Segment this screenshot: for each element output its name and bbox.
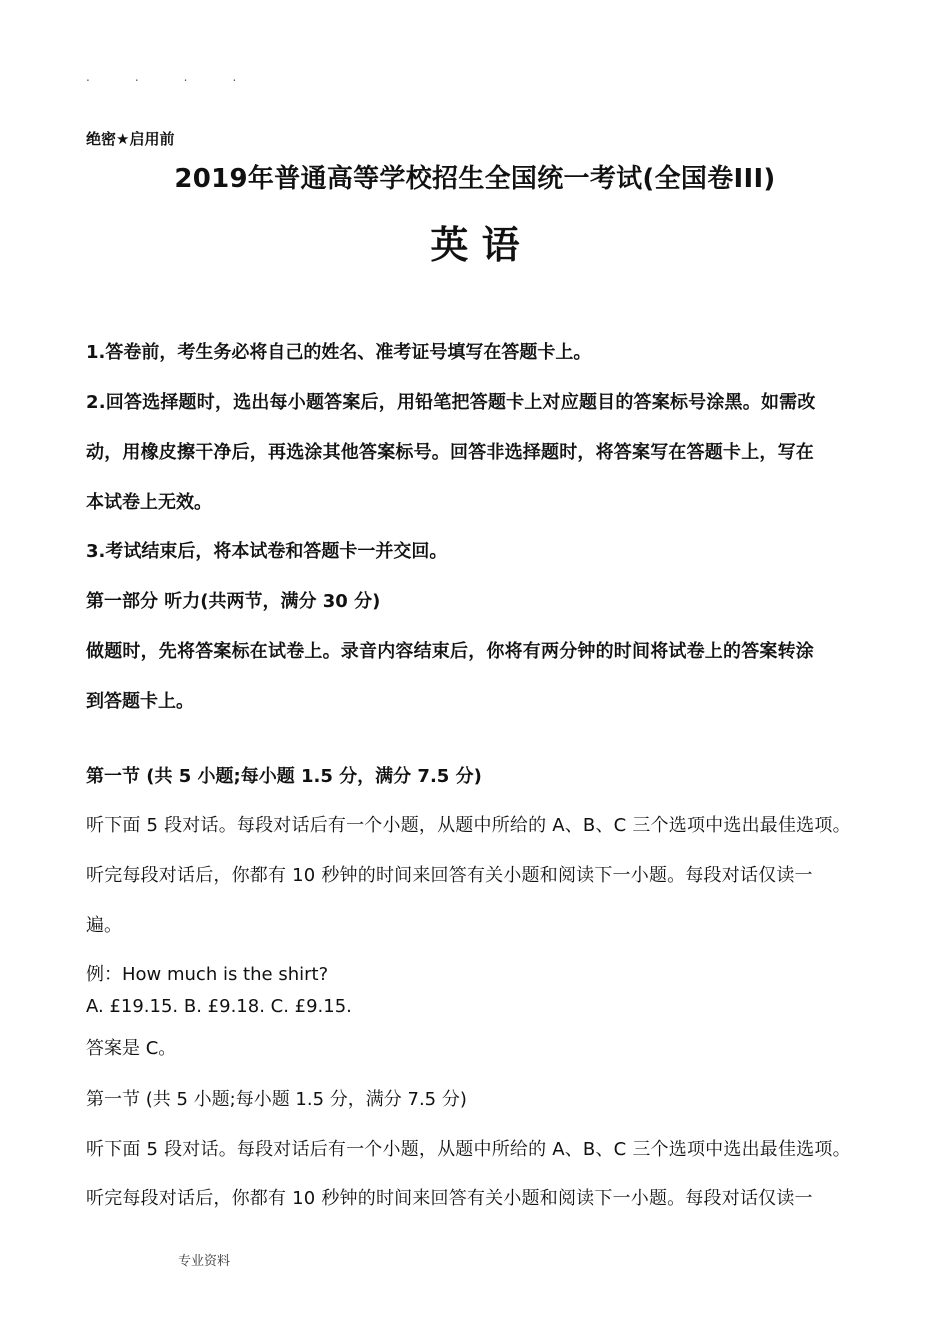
confidential-label: 绝密★启用前 (86, 130, 175, 148)
example-answer: 答案是 C。 (86, 1038, 177, 1059)
part1-note-line-1: 做题时，先将答案标在试卷上。录音内容结束后，你将有两分钟的时间将试卷上的答案转涂 (86, 641, 814, 662)
example-question: 例：How much is the shirt? (86, 964, 329, 985)
dot: . (183, 70, 188, 84)
section1-heading: 第一节 (共 5 小题;每小题 1.5 分，满分 7.5 分) (86, 766, 482, 787)
dot: . (232, 70, 237, 84)
instruction-2-line-2: 动，用橡皮擦干净后，再选涂其他答案标号。回答非选择题时，将答案写在答题卡上，写在 (86, 442, 814, 463)
instruction-2-line-1: 2.回答选择题时，选出每小题答案后，用铅笔把答题卡上对应题目的答案标号涂黑。如需改 (86, 392, 816, 413)
header-dots (86, 70, 281, 84)
directions-line-1: 听下面 5 段对话。每段对话后有一个小题，从题中所给的 A、B、C 三个选项中选出最佳选项。 (86, 815, 851, 836)
example-options: A. £19.15. B. £9.18. C. £9.15. (86, 996, 352, 1017)
section1-heading-repeat: 第一节 (共 5 小题;每小题 1.5 分，满分 7.5 分) (86, 1089, 467, 1110)
exam-title: 2019年普通高等学校招生全国统一考试(全国卷III) (174, 164, 776, 194)
instruction-2-line-3: 本试卷上无效。 (86, 492, 212, 513)
directions-line-3: 遍。 (86, 915, 122, 936)
instruction-1: 1.答卷前，考生务必将自己的姓名、准考证号填写在答题卡上。 (86, 342, 592, 363)
directions-repeat-line-1: 听下面 5 段对话。每段对话后有一个小题，从题中所给的 A、B、C 三个选项中选出最佳选项。 (86, 1139, 851, 1160)
directions-repeat-line-2: 听完每段对话后，你都有 10 秒钟的时间来回答有关小题和阅读下一小题。每段对话仅读一 (86, 1188, 813, 1209)
subject-title: 英 语 (430, 223, 520, 267)
dot: . (134, 70, 139, 84)
part1-note-line-2: 到答题卡上。 (86, 691, 194, 712)
part1-heading: 第一部分 听力(共两节，满分 30 分) (86, 591, 381, 612)
instruction-3: 3.考试结束后，将本试卷和答题卡一并交回。 (86, 541, 448, 562)
dot: . (86, 70, 90, 84)
directions-line-2: 听完每段对话后，你都有 10 秒钟的时间来回答有关小题和阅读下一小题。每段对话仅读一 (86, 865, 813, 886)
footer-label: 专业资料 (178, 1254, 231, 1269)
